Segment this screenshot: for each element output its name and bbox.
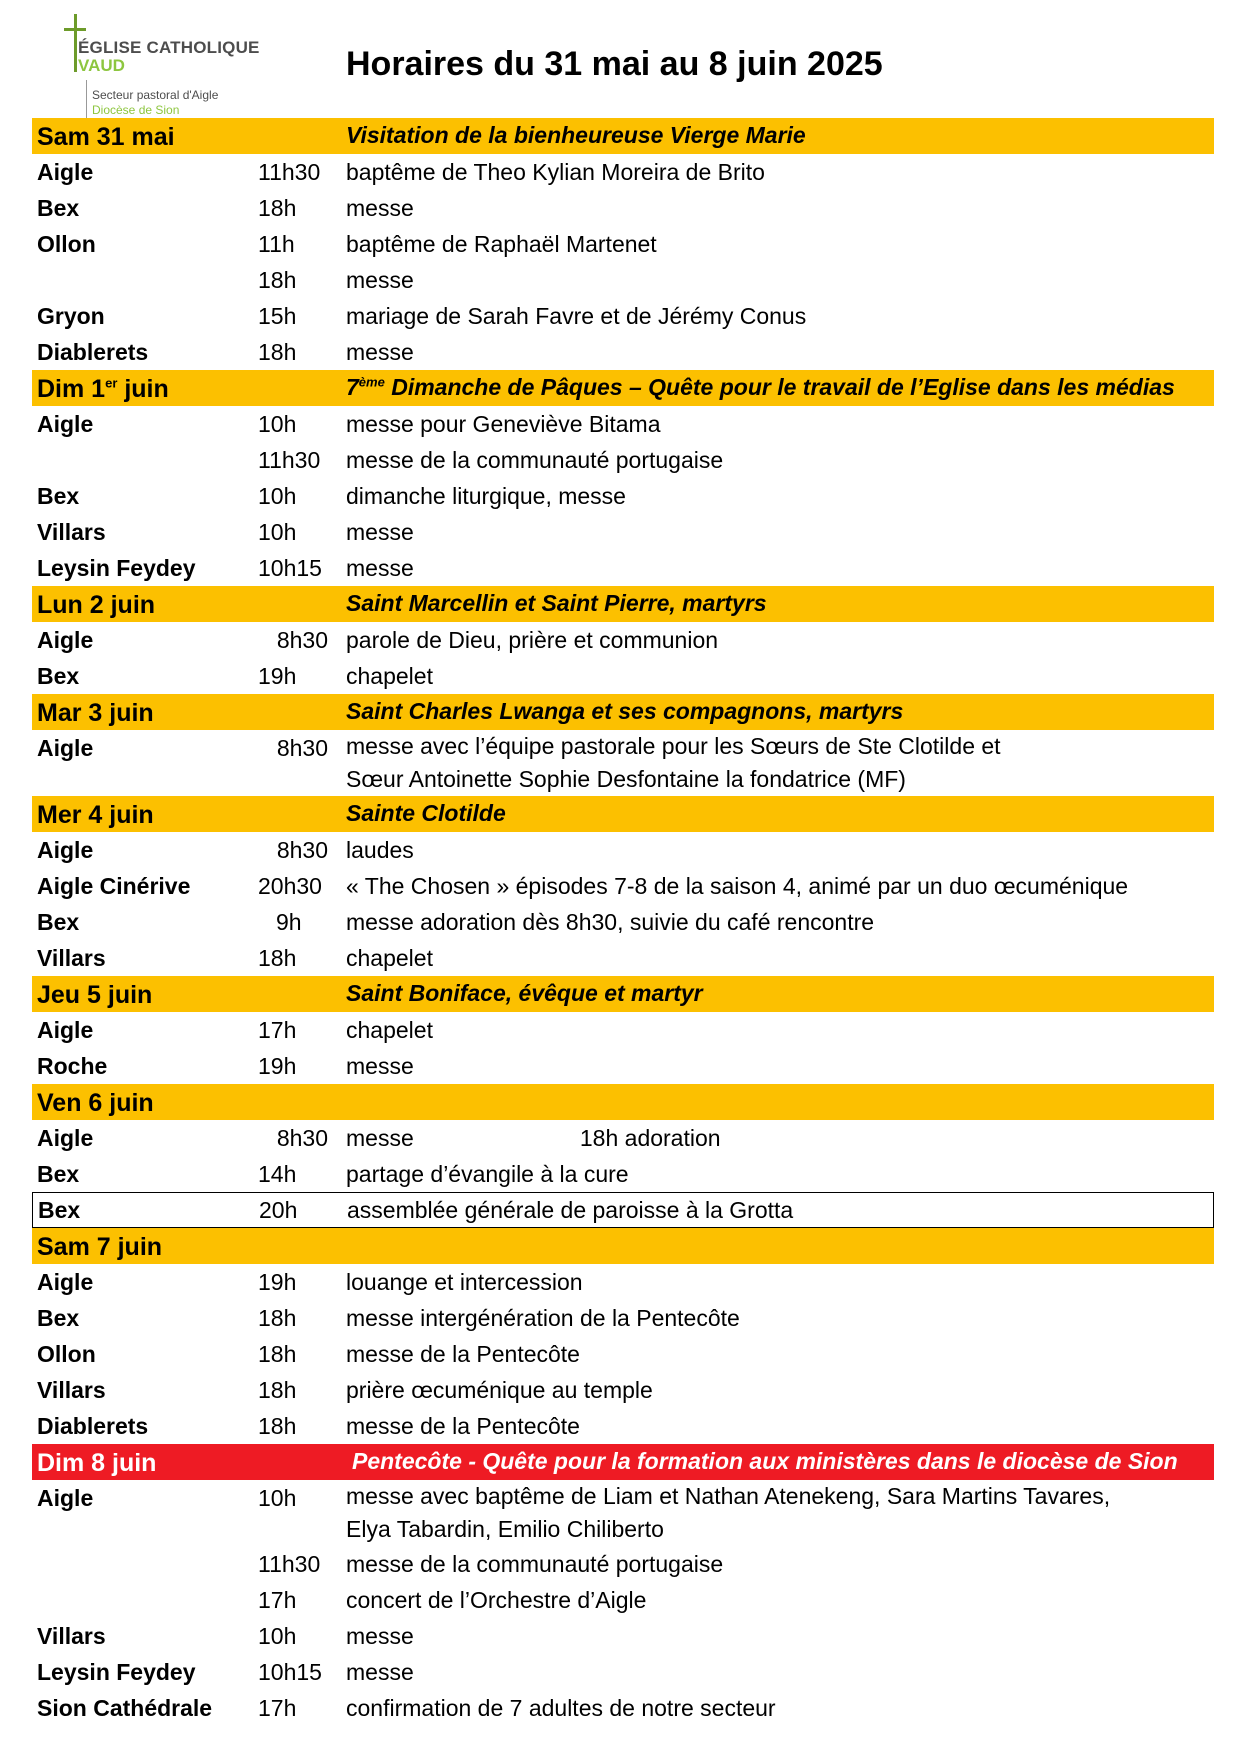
schedule-row <box>32 1618 1214 1654</box>
row-description: chapelet <box>346 945 433 971</box>
row-place: Aigle <box>37 627 94 653</box>
row-place: Diablerets <box>37 339 149 365</box>
row-place: Bex <box>38 1197 81 1223</box>
row-place: Aigle <box>37 735 94 761</box>
day-feast: Saint Marcellin et Saint Pierre, martyrs <box>346 590 767 616</box>
day-feast: Sainte Clotilde <box>346 800 506 826</box>
row-time: 20h <box>259 1197 298 1223</box>
row-time: 18h <box>258 267 297 293</box>
day-name: Dim 8 juin <box>37 1449 157 1477</box>
row-time: 10h15 <box>258 1659 322 1685</box>
schedule-row <box>32 190 1214 226</box>
row-time: 11h30 <box>258 1551 321 1577</box>
schedule-row <box>32 1480 1214 1546</box>
schedule-row <box>32 832 1214 868</box>
schedule-row-highlighted <box>32 1192 1214 1228</box>
row-description: baptême de Raphaël Martenet <box>346 231 657 257</box>
row-time: 8h30 <box>276 837 328 863</box>
row-place: Aigle <box>37 411 94 437</box>
row-time: 18h <box>258 945 297 971</box>
day-header <box>32 370 1214 406</box>
row-place: Sion Cathédrale <box>37 1695 213 1721</box>
schedule-row <box>32 1690 1214 1726</box>
row-time: 18h <box>258 1377 297 1403</box>
schedule-row <box>32 226 1214 262</box>
row-place: Bex <box>37 195 80 221</box>
day-name: Lun 2 juin <box>37 591 156 619</box>
schedule-row <box>32 658 1214 694</box>
row-place: Aigle <box>37 837 94 863</box>
schedule-row <box>32 442 1214 478</box>
row-time: 17h <box>258 1695 297 1721</box>
schedule-row <box>32 1546 1214 1582</box>
row-time: 10h <box>258 483 297 509</box>
schedule-row <box>32 298 1214 334</box>
row-description: messe de la communauté portugaise <box>346 447 724 473</box>
logo-divider <box>86 80 87 122</box>
row-description: messe intergénération de la Pentecôte <box>346 1305 740 1331</box>
row-description: messe de la Pentecôte <box>346 1413 580 1439</box>
schedule-row <box>32 550 1214 586</box>
day-name: Jeu 5 juin <box>37 981 153 1009</box>
row-place: Villars <box>37 1377 106 1403</box>
page-title: Horaires du 31 mai au 8 juin 2025 <box>346 45 883 83</box>
row-place: Villars <box>37 945 106 971</box>
row-place: Villars <box>37 519 106 545</box>
row-place: Bex <box>37 909 80 935</box>
row-time: 20h30 <box>258 873 322 899</box>
row-description: messe adoration dès 8h30, suivie du café rencontre <box>346 909 875 935</box>
row-description: concert de l’Orchestre d’Aigle <box>346 1587 647 1613</box>
row-place: Bex <box>37 1161 80 1187</box>
day-name: Mer 4 juin <box>37 801 154 829</box>
row-time: 11h <box>258 231 295 257</box>
logo-line-4: Diocèse de Sion <box>92 103 180 117</box>
row-description: chapelet <box>346 663 433 689</box>
row-description: confirmation de 7 adultes de notre secteur <box>346 1695 776 1721</box>
day-feast: Pentecôte - Quête pour la formation aux ministères dans le diocèse de Sion <box>352 1448 1178 1474</box>
row-description: dimanche liturgique, messe <box>346 483 626 509</box>
row-time: 11h30 <box>258 159 321 185</box>
row-time: 10h <box>258 411 297 437</box>
row-place: Diablerets <box>37 1413 149 1439</box>
row-description: messe <box>346 555 414 581</box>
row-description: chapelet <box>346 1017 433 1043</box>
row-description: mariage de Sarah Favre et de Jérémy Conus <box>346 303 807 329</box>
row-time: 19h <box>258 1269 297 1295</box>
day-header <box>32 586 1214 622</box>
row-description: parole de Dieu, prière et communion <box>346 627 719 653</box>
logo-line-1: ÉGLISE CATHOLIQUE <box>78 38 260 57</box>
schedule-row <box>32 262 1214 298</box>
day-feast: Saint Charles Lwanga et ses compagnons, martyrs <box>346 698 904 724</box>
schedule-row <box>32 904 1214 940</box>
schedule-row <box>32 1336 1214 1372</box>
row-time: 14h <box>258 1161 297 1187</box>
row-description: messe <box>346 519 414 545</box>
row-description: assemblée générale de paroisse à la Grotta <box>347 1197 794 1223</box>
day-header <box>32 976 1214 1012</box>
row-place: Roche <box>37 1053 108 1079</box>
day-header <box>32 796 1214 832</box>
row-description: messe <box>346 195 414 221</box>
schedule-row <box>32 622 1214 658</box>
day-feast: 7ème Dimanche de Pâques – Quête pour le travail de l’Eglise dans les médias <box>346 374 1175 400</box>
row-description: baptême de Theo Kylian Moreira de Brito <box>346 159 765 185</box>
row-description: messe <box>346 1659 414 1685</box>
row-time: 19h <box>258 1053 297 1079</box>
schedule-row <box>32 154 1214 190</box>
day-header <box>32 1228 1214 1264</box>
row-place: Aigle <box>37 1125 94 1151</box>
row-description: messe de la Pentecôte <box>346 1341 580 1367</box>
logo-line-2: VAUD <box>78 56 125 75</box>
schedule-row <box>32 1156 1214 1192</box>
row-time: 18h <box>258 1413 297 1439</box>
row-place: Ollon <box>37 1341 96 1367</box>
row-place: Gryon <box>37 303 105 329</box>
row-place: Aigle <box>37 1017 94 1043</box>
row-description: messe <box>346 339 414 365</box>
schedule-row <box>32 1408 1214 1444</box>
logo-line-3: Secteur pastoral d'Aigle <box>92 88 219 102</box>
day-name: Dim 1er juin <box>37 375 169 403</box>
row-description: « The Chosen » épisodes 7-8 de la saison 4, animé par un duo œcuménique <box>346 873 1129 899</box>
row-place: Bex <box>37 1305 80 1331</box>
day-name: Sam 31 mai <box>37 123 175 151</box>
row-time: 17h <box>258 1017 297 1043</box>
row-place: Bex <box>37 483 80 509</box>
row-place: Villars <box>37 1623 106 1649</box>
logo <box>64 14 264 122</box>
row-place: Leysin Feydey <box>37 555 196 581</box>
day-name: Ven 6 juin <box>37 1089 154 1117</box>
day-header <box>32 694 1214 730</box>
row-description: messe <box>346 1053 414 1079</box>
row-time: 9h <box>276 909 302 935</box>
row-time: 8h30 <box>276 1125 328 1151</box>
row-place: Bex <box>37 663 80 689</box>
row-time: 18h <box>258 1305 297 1331</box>
row-time: 19h <box>258 663 297 689</box>
row-time: 10h <box>258 1485 297 1511</box>
schedule-row <box>32 1012 1214 1048</box>
schedule-row <box>32 1372 1214 1408</box>
row-time: 18h <box>258 339 297 365</box>
schedule-row <box>32 1120 1214 1156</box>
schedule-row <box>32 940 1214 976</box>
row-description: partage d’évangile à la cure <box>346 1161 629 1187</box>
day-header <box>32 1084 1214 1120</box>
schedule-row <box>32 478 1214 514</box>
schedule-row <box>32 1300 1214 1336</box>
row-description: messe pour Geneviève Bitama <box>346 411 661 437</box>
row-place: Leysin Feydey <box>37 1659 196 1685</box>
day-name: Mar 3 juin <box>37 699 154 727</box>
schedule <box>32 118 1214 1726</box>
row-time: 17h <box>258 1587 297 1613</box>
schedule-row <box>32 334 1214 370</box>
schedule-row <box>32 1048 1214 1084</box>
row-place: Ollon <box>37 231 96 257</box>
row-time: 18h <box>258 1341 297 1367</box>
row-time: 8h30 <box>276 627 328 653</box>
row-description: messe avec baptême de Liam et Nathan Atenekeng, Sara Martins Tavares, Elya Tabardin, Emilio Chiliberto <box>346 1483 1111 1542</box>
row-time: 11h30 <box>258 447 321 473</box>
schedule-row <box>32 406 1214 442</box>
row-time: 8h30 <box>276 735 328 761</box>
schedule-row <box>32 868 1214 904</box>
day-header <box>32 118 1214 154</box>
schedule-row <box>32 1654 1214 1690</box>
row-place: Aigle Cinérive <box>37 873 191 899</box>
day-header <box>32 1444 1214 1480</box>
row-description: messe <box>346 267 414 293</box>
row-description: louange et intercession <box>346 1269 583 1295</box>
row-time: 18h <box>258 195 297 221</box>
row-place: Aigle <box>37 159 94 185</box>
row-time: 10h15 <box>258 555 322 581</box>
day-name: Sam 7 juin <box>37 1233 163 1261</box>
row-description: messe 18h adoration <box>346 1125 721 1151</box>
schedule-row <box>32 730 1214 796</box>
row-time: 10h <box>258 519 297 545</box>
row-place: Aigle <box>37 1269 94 1295</box>
row-description: messe de la communauté portugaise <box>346 1551 724 1577</box>
day-feast: Visitation de la bienheureuse Vierge Marie <box>346 122 806 148</box>
schedule-row <box>32 1264 1214 1300</box>
schedule-row <box>32 1582 1214 1618</box>
day-feast: Saint Boniface, évêque et martyr <box>346 980 703 1006</box>
row-time: 10h <box>258 1623 297 1649</box>
row-description: prière œcuménique au temple <box>346 1377 653 1403</box>
row-description: messe <box>346 1623 414 1649</box>
row-description: messe avec l’équipe pastorale pour les Sœurs de Ste Clotilde et Sœur Antoinette Sophie Desfontaine la fondatrice (MF) <box>346 733 1001 792</box>
row-time: 15h <box>258 303 297 329</box>
row-place: Aigle <box>37 1485 94 1511</box>
row-description: laudes <box>346 837 414 863</box>
schedule-row <box>32 514 1214 550</box>
